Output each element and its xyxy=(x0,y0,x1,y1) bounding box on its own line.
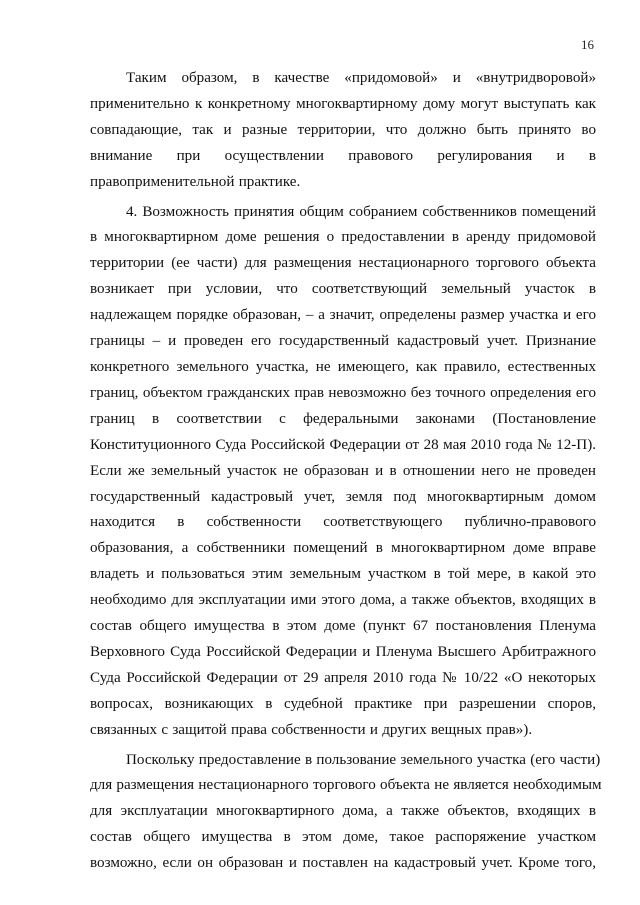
text-line: для размещения нестационарного торгового объекта не является необходимым xyxy=(90,777,602,794)
text-line: возникает при условии, что соответствующий земельный участок в xyxy=(90,281,596,298)
text-line: состав общего имущества в этом доме (пункт 67 постановления Пленума xyxy=(90,618,596,635)
text-line: Конституционного Суда Российской Федерации от 28 мая 2010 года № 12-П). xyxy=(90,436,596,453)
text-line: находится в собственности соответствующего публично-правового xyxy=(90,514,596,531)
text-line: вопросах, возникающих в судебной практике при разрешении споров, xyxy=(90,695,596,712)
paragraph-2 xyxy=(90,200,596,744)
text-line: территории (ее части) для размещения нестационарного торгового объекта xyxy=(90,255,596,272)
text-line: возможно, если он образован и поставлен на кадастровый учет. Кроме того, xyxy=(90,855,596,872)
text-line: совпадающие, так и разные территории, что должно быть принято во xyxy=(90,121,596,138)
text-line: в многоквартирном доме решения о предоставлении в аренду придомовой xyxy=(90,229,596,246)
text-line: Верховного Суда Российской Федерации и Пленума Высшего Арбитражного xyxy=(90,643,596,660)
text-line: необходимо для эксплуатации ими этого дома, а также объектов, входящих в xyxy=(90,592,596,609)
text-line: границ в соответствии с федеральными законами (Постановление xyxy=(90,410,596,427)
text-line: конкретного земельного участка, не имеющего, как правило, естественных xyxy=(90,358,596,375)
text-line: Таким образом, в качестве «придомовой» и «внутридворовой» xyxy=(126,70,596,86)
text-line: 4. Возможность принятия общим собранием собственников помещений xyxy=(126,203,596,220)
text-line: границы – и проведен его государственный кадастровый учет. Признание xyxy=(90,333,596,350)
text-line: владеть и пользоваться этим земельным участком в той мере, в какой это xyxy=(90,566,596,583)
text-line: внимание при осуществлении правового регулирования и в xyxy=(90,147,596,164)
text-line: Суда Российской Федерации от 29 апреля 2010 года № 10/22 «О некоторых xyxy=(90,669,596,686)
text-line: границ, объектом гражданских прав невозможно без точного определения его xyxy=(90,384,596,401)
text-line: Если же земельный участок не образован и в отношении него не проведен xyxy=(90,462,596,479)
text-line: состав общего имущества в этом доме, такое распоряжение участком xyxy=(90,829,596,846)
page-number: 16 xyxy=(581,37,594,52)
paragraph-1 xyxy=(90,66,596,196)
text-line: Поскольку предоставление в пользование земельного участка (его части) xyxy=(126,751,601,768)
text-line: государственный кадастровый учет, земля под многоквартирным домом xyxy=(90,488,596,505)
text-line: образования, а собственники помещений в многоквартирном доме вправе xyxy=(90,540,596,557)
document-body xyxy=(90,66,602,881)
paragraph-3 xyxy=(90,748,602,878)
text-line: для эксплуатации многоквартирного дома, а также объектов, входящих в xyxy=(90,803,596,820)
text-line: применительно к конкретному многоквартирному дому могут выступать как xyxy=(90,95,596,112)
text-line: связанных с защитой права собственности и других вещных прав»). xyxy=(90,721,533,738)
text-line: надлежащем порядке образован, – а значит, определены размер участка и его xyxy=(90,307,596,324)
text-line: правоприменительной практике. xyxy=(90,173,301,190)
